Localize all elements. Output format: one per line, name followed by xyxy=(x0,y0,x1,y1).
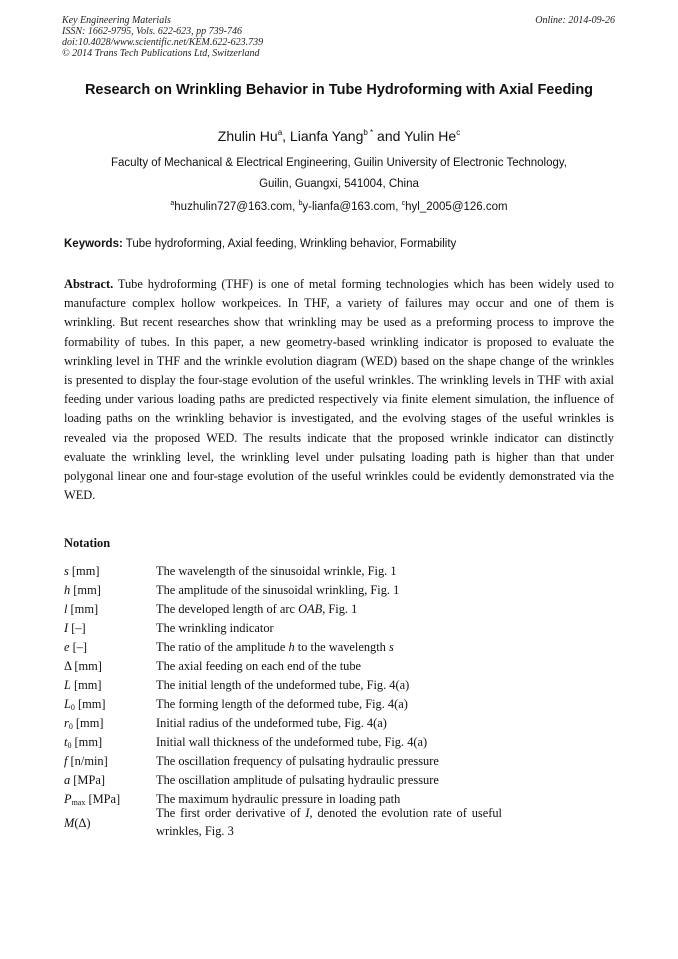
notation-description: The initial length of the undeformed tube, Fig. 4(a) xyxy=(156,678,410,692)
symbol-letter: t xyxy=(64,735,68,749)
author-name: Zhulin Hu xyxy=(217,128,278,144)
symbol-unit: [mm] xyxy=(68,564,100,578)
symbol-letter: h xyxy=(64,583,71,597)
abstract-paragraph xyxy=(64,275,614,505)
symbol-unit: [–] xyxy=(68,621,86,635)
notation-symbol xyxy=(64,600,98,618)
affiliation-line: Faculty of Mechanical & Electrical Engineering, Guilin University of Electronic Technology, xyxy=(111,157,567,169)
email-mark: a xyxy=(170,200,175,207)
keywords-text: Tube hydroforming, Axial feeding, Wrinkling behavior, Formability xyxy=(125,238,457,250)
notation-symbol xyxy=(64,752,108,770)
symbol-unit: [mm] xyxy=(74,697,106,711)
author-separator: and xyxy=(373,128,405,144)
email-mark: c xyxy=(401,200,406,207)
email-address[interactable]: huzhulin727@163.com xyxy=(174,201,293,213)
symbol-letter: L xyxy=(64,678,71,692)
symbol-letter: Δ xyxy=(64,659,72,673)
symbol-unit: [n/min] xyxy=(67,754,108,768)
online-date: Online: 2014-09-26 xyxy=(535,15,615,26)
notation-description: The amplitude of the sinusoidal wrinkling, Fig. 1 xyxy=(156,583,400,597)
copyright-line: © 2014 Trans Tech Publications Ltd, Switzerland xyxy=(62,48,260,59)
author-affil-mark: a xyxy=(277,128,283,137)
notation-description: Initial wall thickness of the undeformed tube, Fig. 4(a) xyxy=(156,735,428,749)
notation-description: The oscillation frequency of pulsating hydraulic pressure xyxy=(156,754,439,768)
symbol-letter: M xyxy=(64,816,75,830)
symbol-unit: [mm] xyxy=(70,678,102,692)
symbol-letter: r xyxy=(64,716,69,730)
notation-symbol xyxy=(64,814,91,832)
email-address[interactable]: hyl_2005@126.com xyxy=(405,201,508,213)
email-list xyxy=(0,196,678,215)
symbol-subscript: 0 xyxy=(70,703,75,712)
notation-symbol xyxy=(64,638,87,656)
symbol-unit: (Δ) xyxy=(74,816,91,830)
notation-description: The developed length of arc OAB, Fig. 1 xyxy=(156,602,358,616)
notation-heading: Notation xyxy=(64,536,111,550)
symbol-letter: I xyxy=(64,621,69,635)
issn-line: ISSN: 1662-9795, Vols. 622-623, pp 739-746 xyxy=(62,26,242,37)
notation-symbol xyxy=(64,790,120,812)
notation-description: Initial radius of the undeformed tube, Fig. 4(a) xyxy=(156,716,387,730)
author-affil-mark: b * xyxy=(363,128,374,137)
symbol-letter: a xyxy=(64,773,71,787)
notation-description: The oscillation amplitude of pulsating hydraulic pressure xyxy=(156,773,439,787)
symbol-unit: [–] xyxy=(69,640,88,654)
symbol-unit: [mm] xyxy=(72,716,104,730)
author-list xyxy=(0,124,678,145)
symbol-unit: [mm] xyxy=(70,583,101,597)
notation-symbol xyxy=(64,676,102,694)
email-mark: b xyxy=(298,200,303,207)
symbol-subscript: max xyxy=(71,798,86,807)
symbol-letter: s xyxy=(64,564,69,578)
keywords-label: Keywords: xyxy=(64,238,123,250)
keywords-paragraph xyxy=(64,236,614,252)
symbol-letter: L xyxy=(64,697,71,711)
paper-title: Research on Wrinkling Behavior in Tube Hydroforming with Axial Feeding xyxy=(84,82,594,98)
notation-symbol xyxy=(64,771,105,789)
symbol-subscript: 0 xyxy=(67,741,72,750)
notation-description: The axial feeding on each end of the tube xyxy=(156,659,362,673)
notation-description: The ratio of the amplitude h to the wavelength s xyxy=(156,640,394,654)
author-name: Lianfa Yang xyxy=(289,128,364,144)
symbol-letter: l xyxy=(64,602,68,616)
symbol-unit: [mm] xyxy=(67,602,99,616)
symbol-unit: [mm] xyxy=(71,735,103,749)
notation-symbol xyxy=(64,562,99,580)
abstract-label: Abstract. xyxy=(64,277,114,291)
affiliation xyxy=(70,153,608,195)
notation-description: The wavelength of the sinusoidal wrinkle, Fig. 1 xyxy=(156,564,397,578)
affiliation-line: Guilin, Guangxi, 541004, China xyxy=(259,178,419,190)
notation-symbol xyxy=(64,581,101,599)
symbol-letter: f xyxy=(64,754,68,768)
author-affil-mark: c xyxy=(456,128,461,137)
notation-description: The maximum hydraulic pressure in loading path xyxy=(156,792,401,806)
author-separator: , xyxy=(282,128,290,144)
journal-name: Key Engineering Materials xyxy=(62,15,171,26)
symbol-letter: P xyxy=(64,792,72,806)
abstract-text: Tube hydroforming (THF) is one of metal forming technologies which has been widely used to manufacture complex hollow workpeices. In THF, a variety of failures may occur and one of them is wrinkling. But recent researches show that wrinkling may be used as a preforming process to improve the formability of tubes. In this paper, a new geometry-based wrinkling indicator is proposed to evaluate the wrinkling level in THF and the wrinkle evolution diagram (WED) based on the shape change of the wrinkles is presented to display the four-stage evolution of the useful wrinkles. The wrinkling levels in THF with axial feeding under various loading paths are predicted respectively via finite element simulation, the influence of loading paths on the wrinkling behavior is investigated, and the evolving stages of the useful wrinkles is revealed via the proposed WED. The results indicate that the proposed wrinkle indicator can distinctly evaluate the wrinkling level, the wrinkling level under pulsating loading path is higher than that under polygonal linear one and four-stage evolution of the useful wrinkles could be evidently demonstrated via the WED. xyxy=(64,277,614,503)
symbol-unit: [MPa] xyxy=(85,792,121,806)
email-separator: , xyxy=(395,201,402,213)
author-name: Yulin He xyxy=(404,128,457,144)
email-separator: , xyxy=(292,201,299,213)
symbol-subscript: 0 xyxy=(68,722,73,731)
notation-description: The first order derivative of I, denoted the evolution rate of useful wrinkles, Fig. 3 xyxy=(156,806,502,838)
journal-header xyxy=(62,15,263,59)
notation-symbol xyxy=(64,619,86,637)
notation-description: The forming length of the deformed tube, Fig. 4(a) xyxy=(156,697,408,711)
notation-description: The wrinkling indicator xyxy=(156,621,274,635)
symbol-unit: [mm] xyxy=(71,659,102,673)
symbol-letter: e xyxy=(64,640,70,654)
notation-symbol xyxy=(64,657,102,675)
symbol-unit: [MPa] xyxy=(70,773,105,787)
doi-line: doi:10.4028/www.scientific.net/KEM.622-623.739 xyxy=(62,37,264,48)
email-address[interactable]: y-lianfa@163.com xyxy=(302,201,396,213)
